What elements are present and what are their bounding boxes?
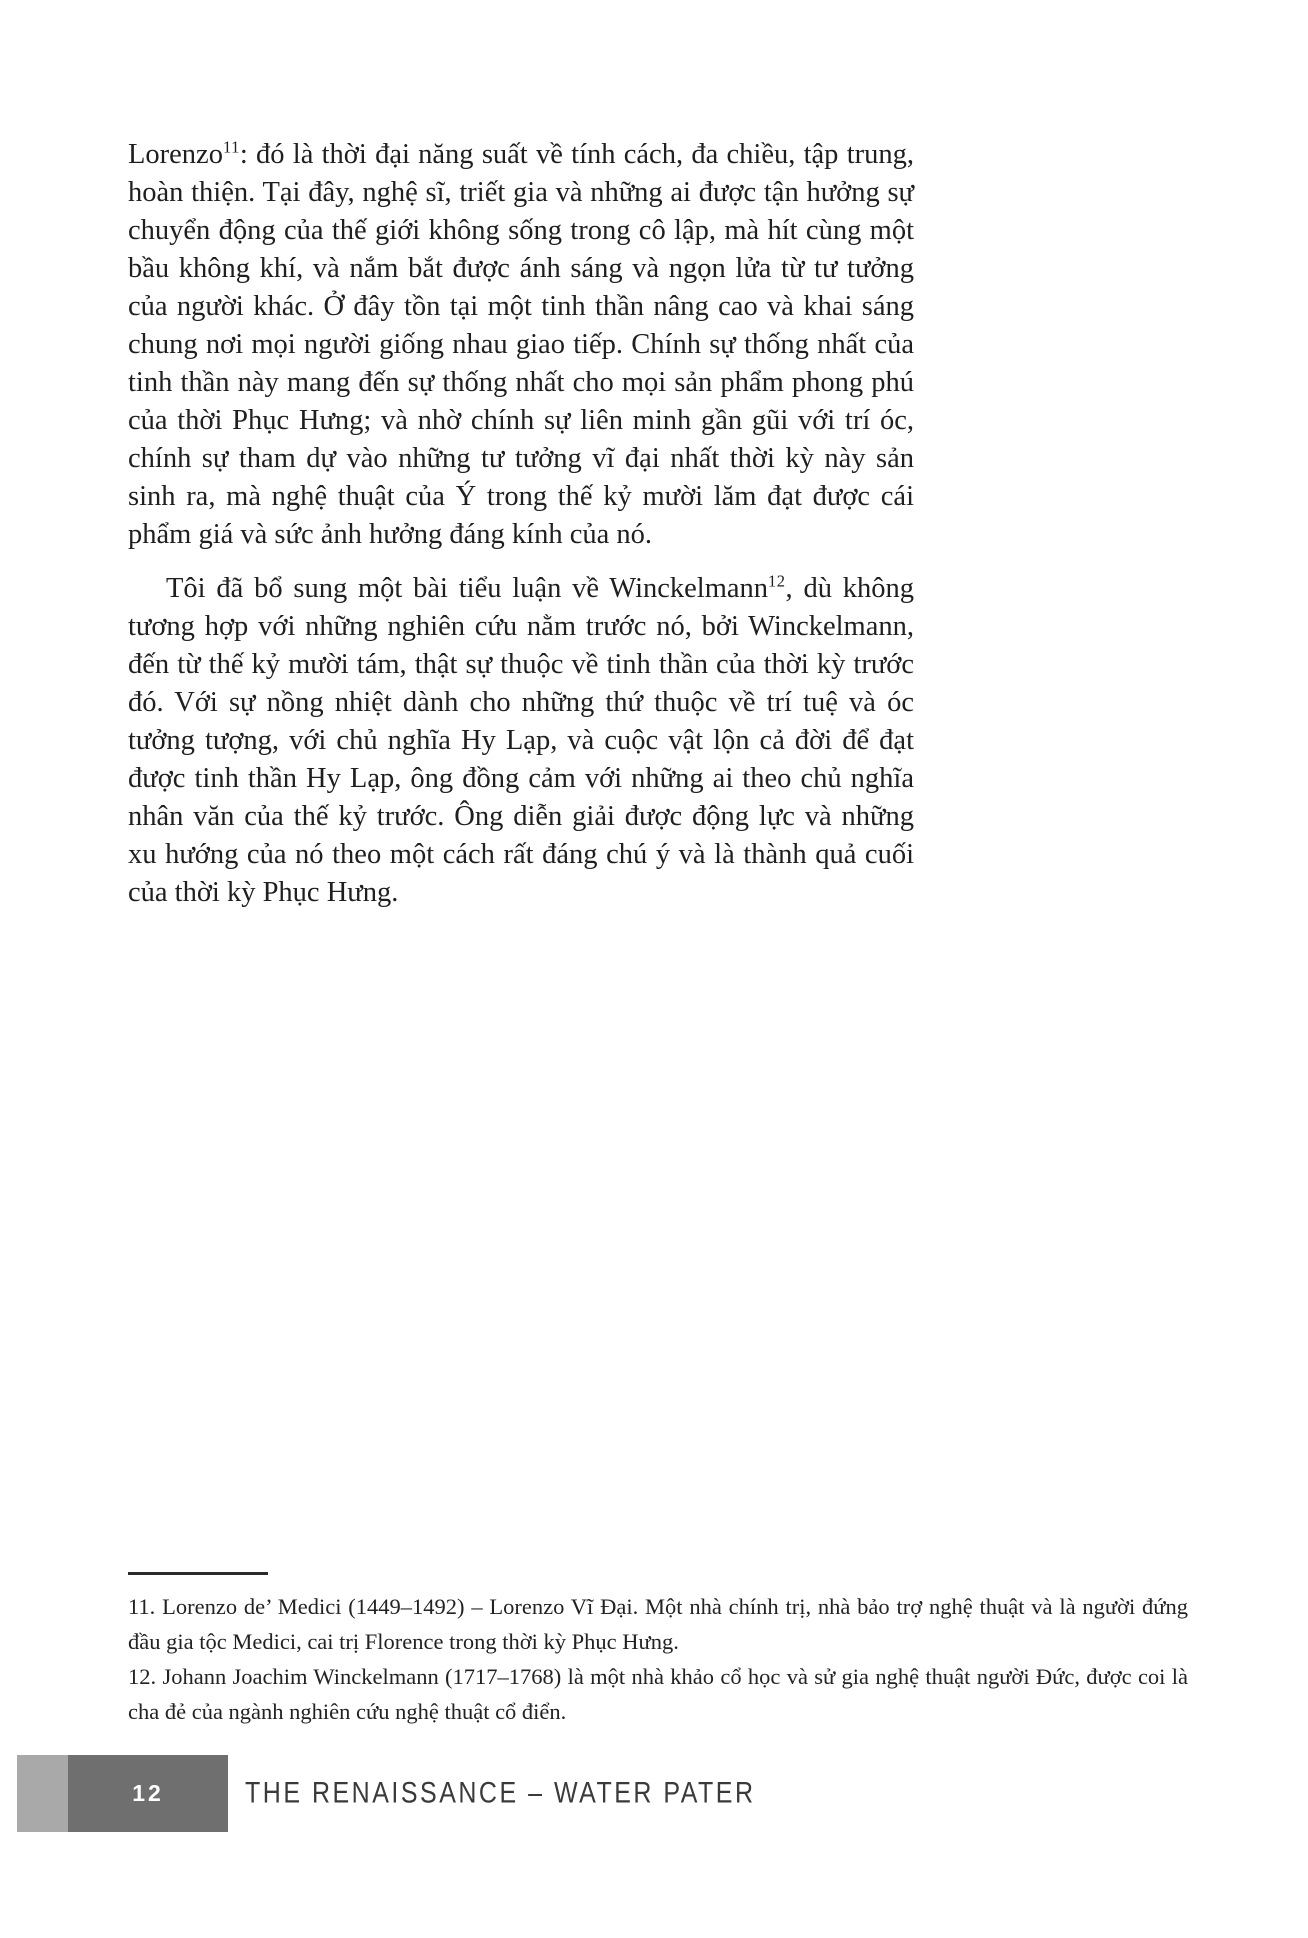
body-text [128,136,914,912]
footnote-separator-rule [128,1572,268,1575]
paragraph-1-post: : đó là thời đại năng suất về tính cách, đa chiều, tập trung, hoàn thiện. Tại đây, nghệ sĩ, triết gia và những ai được tận hưởng sự chuyển động của thế giới không sống trong cô lập, mà hít cùng một bầu không khí, và nắm bắt được ánh sáng và ngọn lửa từ tư tưởng của người khác. Ở đây tồn tại một tinh thần nâng cao và khai sáng chung nơi mọi người giống nhau giao tiếp. Chính sự thống nhất của tinh thần này mang đến sự thống nhất cho mọi sản phẩm phong phú của thời Phục Hưng; và nhờ chính sự liên minh gần gũi với trí óc, chính sự tham dự vào những tư tưởng vĩ đại nhất thời kỳ này sản sinh ra, mà nghệ thuật của Ý trong thế kỷ mười lăm đạt được cái phẩm giá và sức ảnh hưởng đáng kính của nó. [128,139,914,550]
footnote-ref-12: 12 [768,571,786,591]
footnote-12-marker: 12. [128,1664,157,1689]
paragraph-1-pre: Lorenzo [128,139,223,170]
footnote-11-text: Lorenzo de’ Medici (1449–1492) – Lorenzo Vĩ Đại. Một nhà chính trị, nhà bảo trợ nghệ thuật và là người đứng đầu gia tộc Medici, cai trị Florence trong thời kỳ Phục Hưng. [128,1594,1188,1654]
footnote-11-marker: 11. [128,1594,156,1619]
paragraph-2-pre: Tôi đã bổ sung một bài tiểu luận về Winckelmann [166,573,769,604]
running-title: THE RENAISSANCE – WATER PATER [245,1776,756,1810]
body-paragraph-1 [128,136,914,554]
footnote-12 [128,1659,1188,1729]
page-number-block [68,1755,228,1832]
footer-accent-block [17,1755,68,1832]
footnotes-section [128,1572,1188,1729]
footnote-11 [128,1589,1188,1659]
footnote-12-text: Johann Joachim Winckelmann (1717–1768) là một nhà khảo cổ học và sử gia nghệ thuật người Đức, được coi là cha đẻ của ngành nghiên cứu nghệ thuật cổ điển. [128,1664,1188,1724]
page-number: 12 [132,1780,164,1806]
page-footer [0,1755,1308,1832]
footnote-ref-11: 11 [222,137,240,157]
paragraph-2-post: , dù không tương hợp với những nghiên cứu nằm trước nó, bởi Winckelmann, đến từ thế kỷ mười tám, thật sự thuộc về tinh thần của thời kỳ trước đó. Với sự nồng nhiệt dành cho những thứ thuộc về trí tuệ và óc tưởng tượng, với chủ nghĩa Hy Lạp, và cuộc vật lộn cả đời để đạt được tinh thần Hy Lạp, ông đồng cảm với những ai theo chủ nghĩa nhân văn của thế kỷ trước. Ông diễn giải được động lực và những xu hướng của nó theo một cách rất đáng chú ý và là thành quả cuối của thời kỳ Phục Hưng. [128,573,915,908]
body-paragraph-2 [128,570,914,912]
